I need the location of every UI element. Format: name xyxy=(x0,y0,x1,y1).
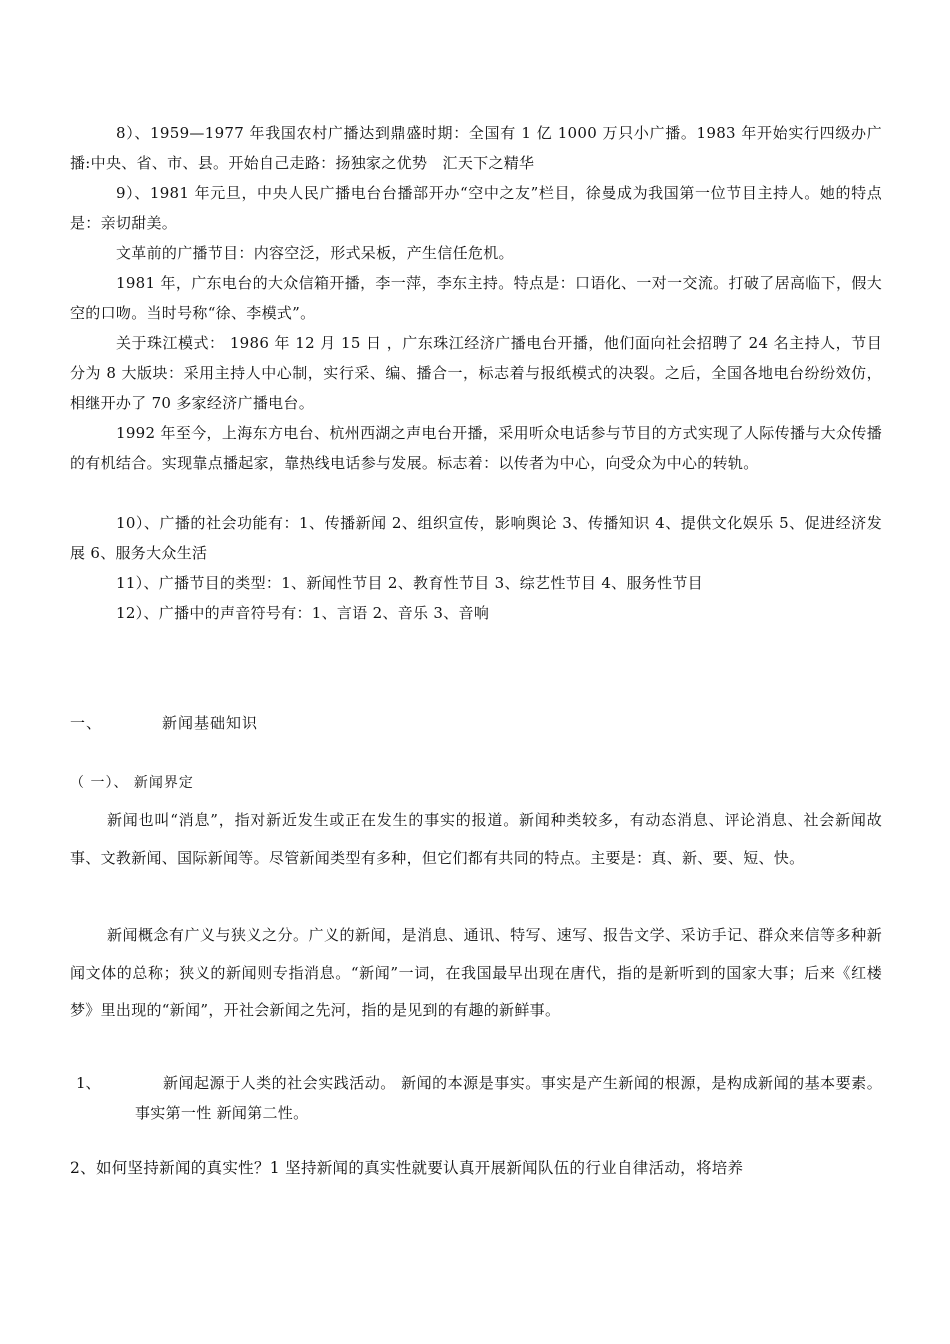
item-2-text: 2、如何坚持新闻的真实性？1 坚持新闻的真实性就要认真开展新闻队伍的行业自律活动，将培养 xyxy=(70,1159,744,1177)
paragraph-news-concept: 新闻概念有广义与狭义之分。广义的新闻，是消息、通讯、特写、速写、报告文学、采访手记、群众来信等多种新闻文体的总称；狭义的新闻则专指消息。“新闻”一词，在我国最早出现在唐代，指的是新听到的国家大事；后来《红楼梦》里出现的“新闻”，开社会新闻之先河，指的是见到的有趣的新鲜事。 xyxy=(70,926,882,1019)
paragraph-social-functions: 10）、广播的社会功能有：1、传播新闻 2、组织宣传，影响舆论 3、传播知识 4、提供文化娱乐 5、促进经济发展 6、服务大众生活 xyxy=(70,514,882,562)
paragraph-air-friend-program: 9）、1981 年元旦，中央人民广播电台台播部开办“空中之友”栏目，徐曼成为我国第一位节目主持人。她的特点是：亲切甜美。 xyxy=(70,184,882,232)
paragraph-rural-broadcast: 8）、1959—1977 年我国农村广播达到鼎盛时期：全国有 1 亿 1000 万只小广播。1983 年开始实行四级办广播:中央、省、市、县。开始自己走路：扬独家之优势 汇天下之精华 xyxy=(70,124,882,172)
subsection-title: （ 一）、 新闻界定 xyxy=(70,775,194,791)
section-number: 一、 xyxy=(70,714,103,732)
paragraph-pearl-river-model: 关于珠江模式： 1986 年 12 月 15 日 ，广东珠江经济广播电台开播，他们面向社会招聘了 24 名主持人，节目分为 8 大版块：采用主持人中心制，实行采、编、播合一，标志着与报纸模式的决裂。之后，全国各地电台纷纷效仿，相继开办了 70 多家经济广播电台。 xyxy=(70,334,882,412)
paragraph-sound-symbols: 12）、广播中的声音符号有：1、言语 2、音乐 3、音响 xyxy=(116,604,490,622)
section-title: 新闻基础知识 xyxy=(162,714,259,732)
paragraph-guangdong-mailbox: 1981 年，广东电台的大众信箱开播，李一萍，李东主持。特点是：口语化、一对一交流。打破了居高临下，假大空的口吻。当时号称“徐、李模式”。 xyxy=(70,274,882,322)
paragraph-news-definition: 新闻也叫“消息”，指对新近发生或正在发生的事实的报道。新闻种类较多，有动态消息、评论消息、社会新闻故事、文教新闻、国际新闻等。尽管新闻类型有多种，但它们都有共同的特点。主要是：真、新、要、短、快。 xyxy=(70,811,882,867)
item-1-number: 1、 xyxy=(76,1074,101,1092)
paragraph-1992-radio: 1992 年至今，上海东方电台、杭州西湖之声电台开播，采用听众电话参与节目的方式实现了人际传播与大众传播的有机结合。实现靠点播起家，靠热线电话参与发展。标志着：以传者为中心，向受众为中心的转轨。 xyxy=(70,424,882,472)
item-1-text: 新闻起源于人类的社会实践活动。 新闻的本源是事实。事实是产生新闻的根源，是构成新闻的基本要素。 事实第一性 新闻第二性。 xyxy=(135,1074,882,1122)
paragraph-pre-cultural-revolution: 文革前的广播节目：内容空泛，形式呆板，产生信任危机。 xyxy=(116,244,514,262)
paragraph-program-types: 11）、广播节目的类型：1、新闻性节目 2、教育性节目 3、综艺性节目 4、服务性节目 xyxy=(116,574,703,592)
